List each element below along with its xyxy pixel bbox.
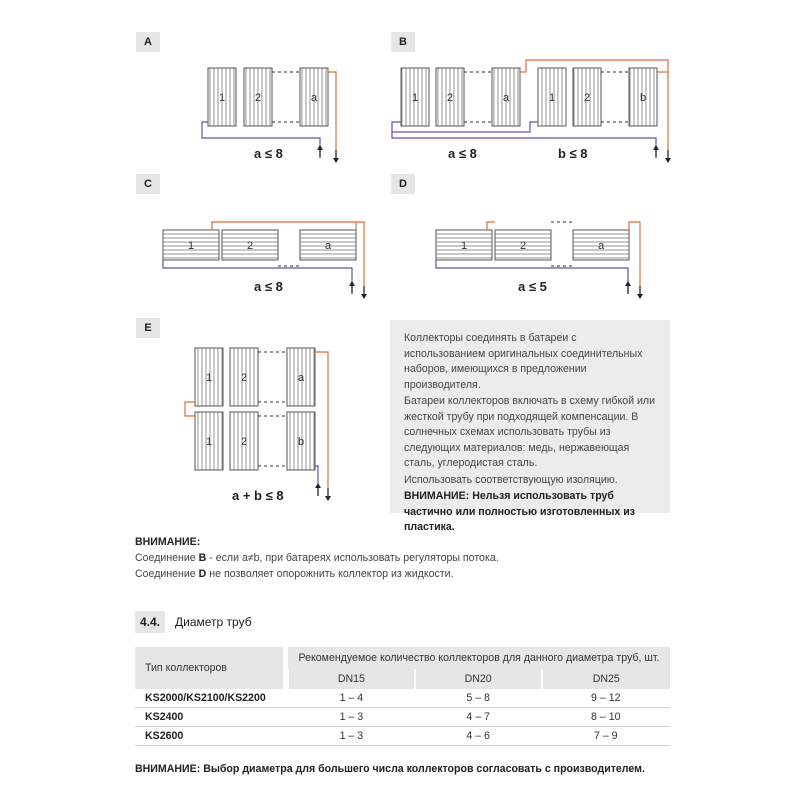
return-pipe-b (392, 122, 656, 156)
col-header-dn25: DN25 (542, 669, 670, 689)
table-cell: 5 – 8 (415, 689, 542, 708)
panel-e-top-a-label: a (297, 372, 305, 384)
table-cell: 4 – 6 (415, 727, 542, 746)
note-paragraph-1: Коллекторы соединять в батареи с использованием оригинальных соединительных наборов, имеющихся в предложении производителя. (404, 332, 643, 391)
flow-pipe-e (315, 352, 328, 494)
panel-a-a-label: a (310, 92, 318, 104)
panel-c-a-label: a (324, 240, 332, 252)
diagram-b-tag: B (391, 32, 415, 52)
note-paragraph-2: Батареи коллекторов включать в схему гибкой или жесткой трубу при подходящей компенсации. В солнечных схемах использовать трубы из следующих материалов: медь, нержавеющая сталь, углеродистая сталь. (404, 395, 656, 469)
diagram-e-tag: E (136, 318, 160, 338)
row-type: KS2000/KS2100/KS2200 (135, 689, 288, 708)
attention-line-1: Соединение B - если a≠b, при батареях использовать регуляторы потока. (135, 552, 499, 564)
section-heading (135, 611, 252, 633)
installation-note-box (390, 320, 670, 533)
panel-d-a-label: a (597, 240, 605, 252)
col-header-dn20: DN20 (415, 669, 542, 689)
table-cell: 1 – 3 (288, 708, 415, 727)
col-header-type: Тип коллекторов (135, 647, 283, 689)
table-row (135, 708, 670, 727)
panel-a-2-label: 2 (254, 92, 262, 104)
diagram-a-tag: A (136, 32, 160, 52)
panel-e-top-2-label: 2 (240, 372, 248, 384)
panel-e-bottom-1-label: 1 (205, 436, 213, 448)
attention-block (135, 534, 499, 582)
final-warning: ВНИМАНИЕ: Выбор диаметра для большего числа коллекторов согласовать с производителем. (135, 763, 645, 775)
note-warning: ВНИМАНИЕ: Нельзя использовать труб частично или полностью изготовленных из пластика. (404, 490, 636, 533)
panel-c-1-label: 1 (187, 240, 195, 252)
table-cell: 1 – 3 (288, 727, 415, 746)
formula-b-a: a ≤ 8 (448, 146, 477, 161)
diagram-d-tag: D (391, 174, 415, 194)
panel-b-2-label: 2 (446, 92, 454, 104)
col-header-dn15: DN15 (288, 669, 415, 689)
table-cell: 8 – 10 (542, 708, 670, 727)
diagram-b (392, 60, 671, 163)
attention-title: ВНИМАНИЕ: (135, 536, 201, 548)
diagram-e (185, 348, 331, 501)
panel-e-bottom-2-label: 2 (240, 436, 248, 448)
panel-b-b-label: b (639, 92, 647, 104)
section-title: Диаметр труб (175, 615, 252, 629)
formula-d: a ≤ 5 (518, 279, 547, 294)
diagram-c-tag: C (136, 174, 160, 194)
formula-a: a ≤ 8 (254, 146, 283, 161)
table-cell: 4 – 7 (415, 708, 542, 727)
flow-pipe-d (629, 222, 640, 292)
panel-b-1b-label: 1 (548, 92, 556, 104)
table-cell: 9 – 12 (542, 689, 670, 708)
panel-b-a-label: a (502, 92, 510, 104)
formula-e: a + b ≤ 8 (232, 488, 284, 503)
row-type: KS2400 (135, 708, 288, 727)
formula-c: a ≤ 8 (254, 279, 283, 294)
attention-line-2: Соединение D не позволяет опорожнить коллектор из жидкости. (135, 568, 454, 580)
panel-c-2-label: 2 (246, 240, 254, 252)
panel-d-2-label: 2 (519, 240, 527, 252)
panel-b-2b-label: 2 (583, 92, 591, 104)
pipe-diameter-table (135, 647, 670, 746)
table-row (135, 689, 670, 708)
formula-b-b: b ≤ 8 (558, 146, 588, 161)
row-type: KS2600 (135, 727, 288, 746)
table-cell: 1 – 4 (288, 689, 415, 708)
col-header-recommended: Рекомендуемое количество коллекторов для данного диаметра труб, шт. (288, 647, 670, 669)
panel-d-1-label: 1 (460, 240, 468, 252)
table-cell: 7 – 9 (542, 727, 670, 746)
panel-e-bottom-b-label: b (297, 436, 305, 448)
section-number: 4.4. (135, 611, 165, 633)
panel-a-1-label: 1 (218, 92, 226, 104)
flow-pipe-a (328, 72, 336, 156)
note-paragraph-3: Использовать соответствующую изоляцию. (404, 473, 618, 486)
table-row (135, 727, 670, 746)
panel-e-top-1-label: 1 (205, 372, 213, 384)
panel-b-1-label: 1 (411, 92, 419, 104)
